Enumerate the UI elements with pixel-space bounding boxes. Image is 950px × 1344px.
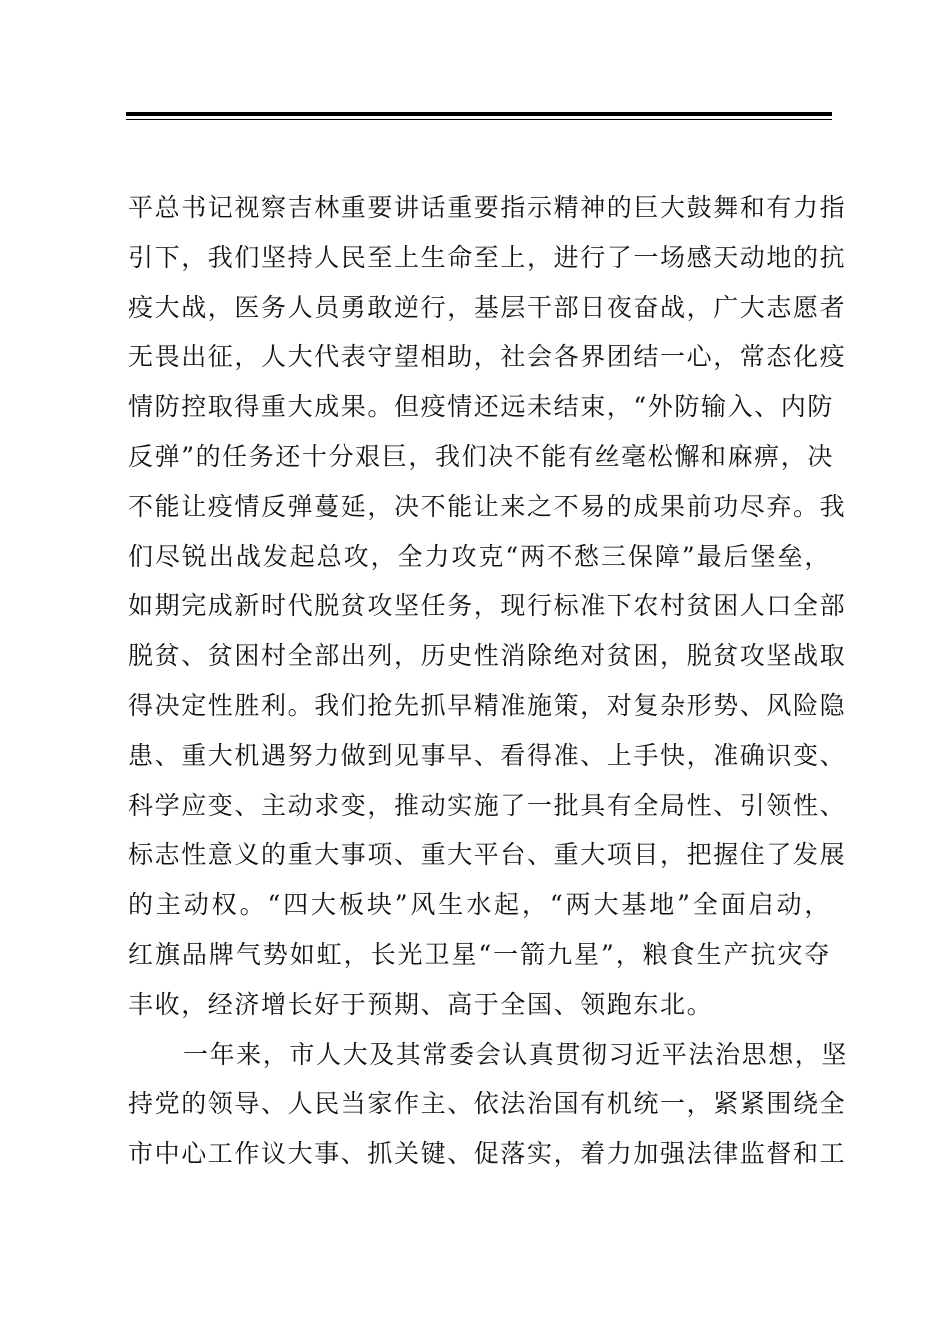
text-line: 脱贫、贫困村全部出列，历史性消除绝对贫困，脱贫攻坚战取 (128, 641, 847, 671)
text-line: 情防控取得重大成果。但疫情还远未结束，“外防输入、内防 (128, 392, 834, 422)
text-line: 疫大战，医务人员勇敢逆行，基层干部日夜奋战，广大志愿者 (128, 292, 847, 322)
text-line: 标志性意义的重大事项、重大平台、重大项目，把握住了发展 (128, 840, 847, 870)
text-line: 丰收，经济增长好于预期、高于全国、领跑东北。 (128, 989, 714, 1019)
text-line: 如期完成新时代脱贫攻坚任务，现行标准下农村贫困人口全部 (128, 591, 847, 621)
body-text (128, 183, 849, 1179)
text-line: 科学应变、主动求变，推动实施了一批具有全局性、引领性、 (128, 790, 847, 820)
text-line: 持党的领导、人民当家作主、依法治国有机统一，紧紧围绕全 (128, 1089, 847, 1119)
header-rule-thick (126, 112, 832, 116)
text-line: 得决定性胜利。我们抢先抓早精准施策，对复杂形势、风险隐 (128, 690, 847, 720)
header-double-rule (126, 112, 832, 120)
text-line: 无畏出征，人大代表守望相助，社会各界团结一心，常态化疫 (128, 342, 847, 372)
text-line: 市中心工作议大事、抓关键、促落实，着力加强法律监督和工 (128, 1139, 847, 1169)
text-line: 的主动权。“四大板块”风生水起，“两大基地”全面启动， (128, 890, 831, 920)
text-line: 反弹”的任务还十分艰巨，我们决不能有丝毫松懈和麻痹，决 (128, 441, 834, 471)
text-line: 患、重大机遇努力做到见事早、看得准、上手快，准确识变、 (128, 740, 847, 770)
text-line: 引下，我们坚持人民至上生命至上，进行了一场感天动地的抗 (128, 242, 847, 272)
text-line: 平总书记视察吉林重要讲话重要指示精神的巨大鼓舞和有力指 (128, 193, 847, 222)
text-line: 一年来，市人大及其常委会认真贯彻习近平法治思想，坚 (183, 1039, 849, 1069)
paragraph (128, 183, 847, 1030)
text-line: 不能让疫情反弹蔓延，决不能让来之不易的成果前功尽弃。我 (128, 491, 847, 521)
text-line: 们尽锐出战发起总攻，全力攻克“两不愁三保障”最后堡垒， (128, 541, 831, 571)
paragraph (128, 1030, 849, 1179)
text-line: 红旗品牌气势如虹，长光卫星“一箭九星”，粮食生产抗灾夺 (128, 939, 831, 969)
header-rule-thin (126, 119, 832, 120)
